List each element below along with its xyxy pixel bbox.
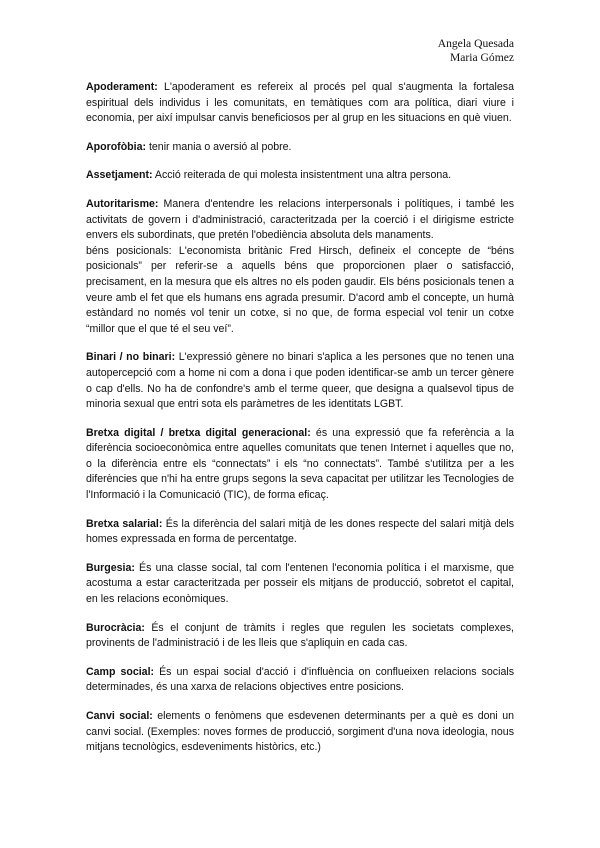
glossary-definition: elements o fenòmens que esdevenen determinants per a què es doni un canvi social. (Exemples: noves formes de producció, sorgiment d'una nova ideologia, nous mitjans tecnològics, esdeveniments històrics, etc.) [86,710,514,754]
author-name: Angela Quesada [437,37,514,50]
glossary-definition: és una expressió que fa referència a la diferència socioeconòmica entre aquelles comunitats que tenen Internet i aquelles que no, o la diferència entre els “connectats” i els “no connectats”. També s'utilitza per a les diferències que n'hi ha entre grups segons la seva capacitat per utilitzar les Tecnologies de l'Informació i la Comunicació (TIC), de forma eficaç. [86,426,514,502]
glossary-entry [86,426,514,504]
author-name: Maria Gómez [449,50,514,64]
glossary-definition: Manera d'entendre les relacions interpersonals i polítiques, i també les activitats de govern i d'administració, caracteritzada per la coerció i el dirigisme estricte envers els subordinats, que pretén l'obediència absoluta dels manaments. [86,197,514,242]
glossary-definition: tenir mania o aversió al pobre. [146,140,292,153]
glossary-definition: L'apoderament es refereix al procés pel qual s'augmenta la fortalesa espiritual dels individus i les comunitats, en temàtiques com ara política, diari viure i economia, per així impulsar canvis beneficiosos per al grup en les situacions en què viuen. [86,81,514,125]
glossary-definition: És el conjunt de tràmits i regles que regulen les societats complexes, provinents de l'administració i de les lleis que s'apliquin en cada cas. [86,621,514,650]
author-block [438,37,514,64]
glossary-term: Canvi social: [86,710,153,722]
glossary-term: Burocràcia: [86,621,145,634]
glossary-definition: És una classe social, tal com l'entenen l'economia política i el marxisme, que acostuma a estar caracteritzada per posseir els mitjans de producció, sobretot el capital, en les relacions econòmiques. [86,561,514,606]
glossary-term: Bretxa salarial: [86,517,163,530]
glossary-entry [86,168,514,184]
glossary-term: Burgesia: [86,561,135,574]
glossary-definition: És un espai social d'acció i d'influència on conflueixen relacions socials determinades, és una xarxa de relacions objectives entre posicions. [86,665,514,694]
glossary-definition: L'expressió gènere no binari s'aplica a les persones que no tenen una autopercepció com a home ni com a dona i que poden identificar-se amb un tercer gènere o cap d'ells. No ha de confondre's amb el terme queer, que designa a qualsevol tipus de minoria sexual que entri sota els paràmetres de les identitats LGBT. [86,351,514,411]
glossary-term: Binari / no binari: [86,351,176,364]
glossary-entry [86,80,514,127]
glossary-term: Camp social: [86,665,155,678]
glossary-body [86,80,514,769]
glossary-term: Aporofòbia: [86,140,147,153]
glossary-entry [86,350,514,412]
glossary-definition: És la diferència del salari mitjà de les dones respecte del salari mitjà dels homes expressada en forma de percentatge. [86,517,514,546]
glossary-entry [86,621,514,652]
glossary-term: Apoderament: [86,81,158,93]
glossary-entry [86,665,514,696]
glossary-entry [86,709,514,756]
glossary-entry [86,517,514,548]
glossary-term: Assetjament: [86,169,153,182]
glossary-entry [86,197,514,337]
glossary-term: Bretxa digital / bretxa digital generacional: [86,426,311,439]
glossary-extra-paragraph: béns posicionals: L'economista britànic Fred Hirsch, defineix el concepte de “béns posicionals” per referir-se a aquells béns que proporcionen plaer o satisfacció, precisament, en la mesura que els altres no els poden gaudir. Els béns posicionals tenen a veure amb el fet que els humans ens agrada presumir. D'acord amb el concepte, un humà estàndard no només vol tenir un cotxe, si no que, de forma especial vol tenir un cotxe “millor que el que té el seu veí”. [86,244,514,335]
glossary-entry [86,561,514,608]
glossary-definition: Acció reiterada de qui molesta insistentment una altra persona. [152,169,452,182]
glossary-term: Autoritarisme: [86,197,159,210]
glossary-entry [86,140,514,156]
